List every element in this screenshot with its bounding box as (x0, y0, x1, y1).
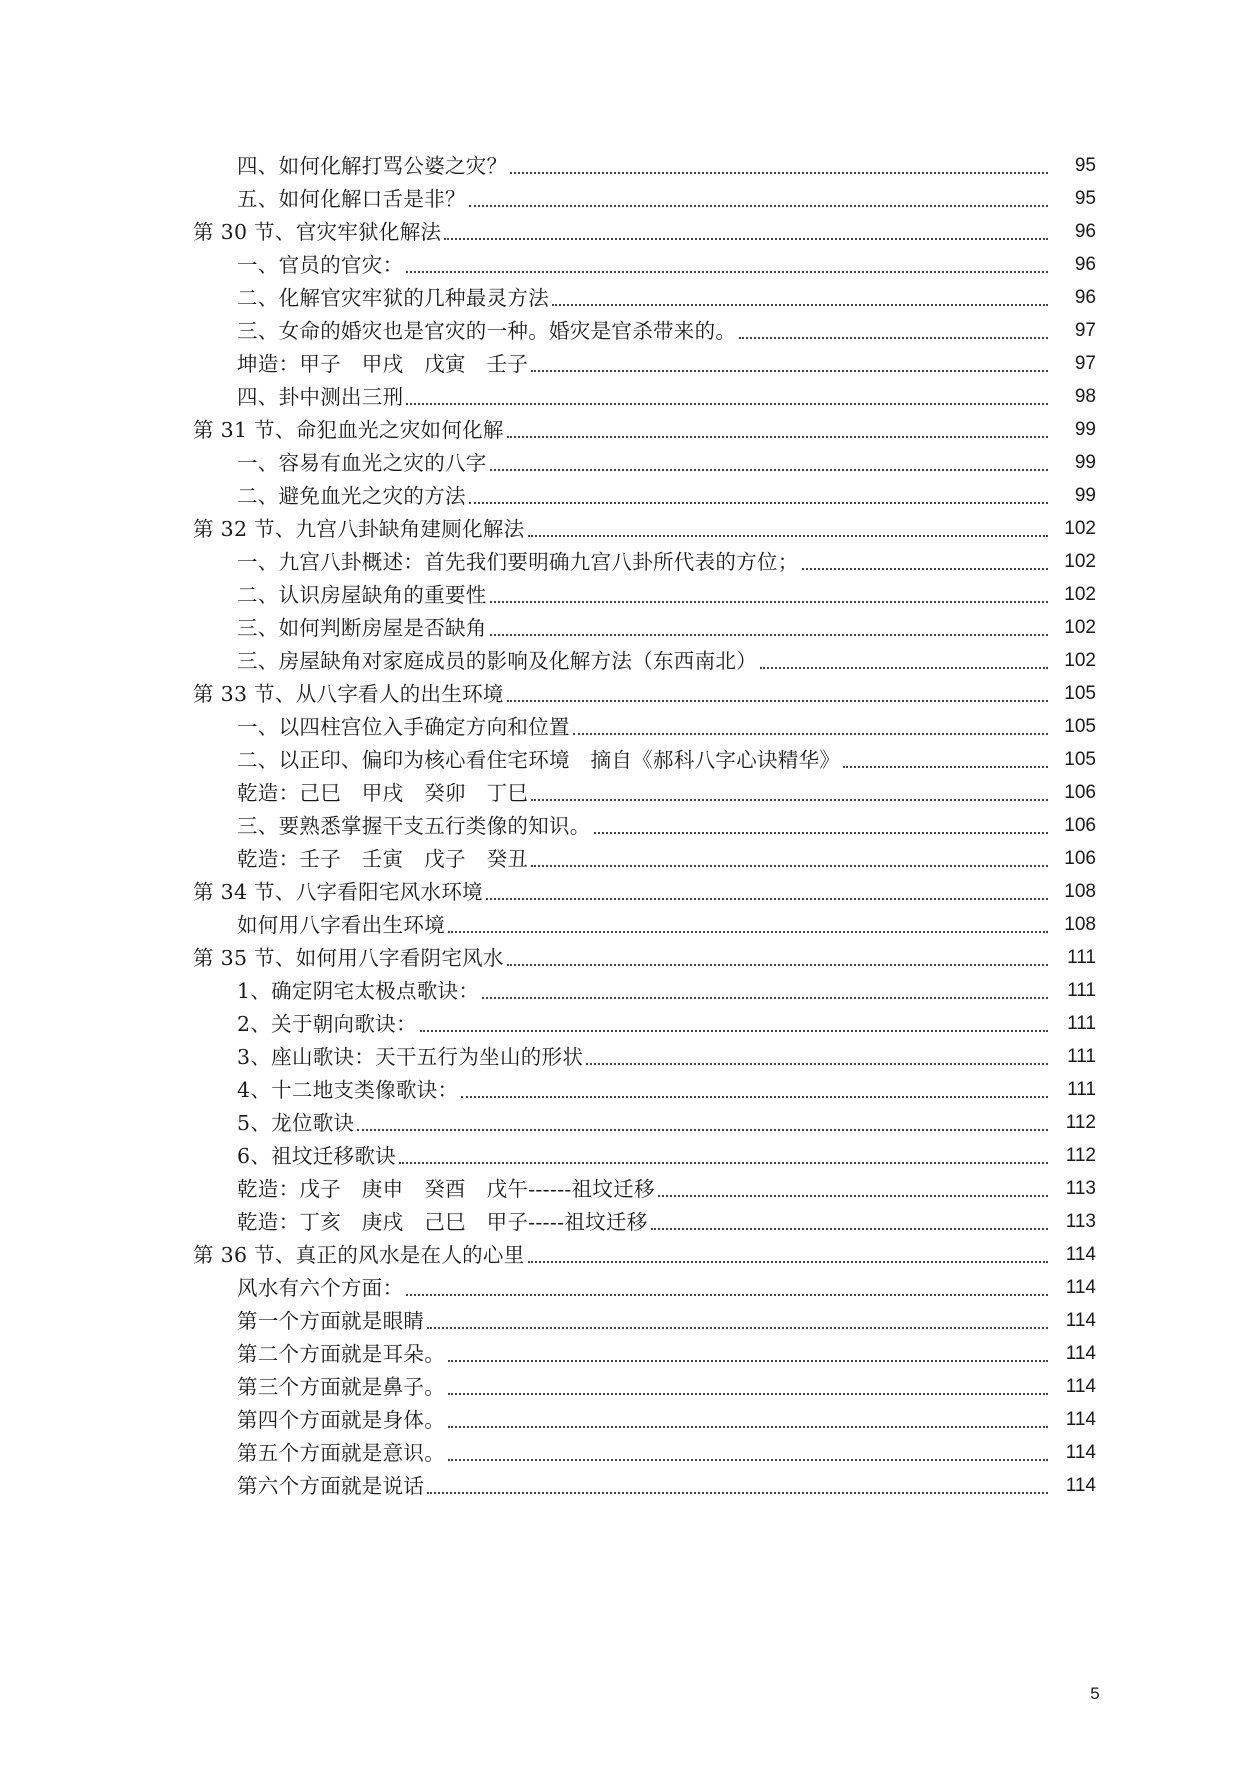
toc-entry-title: 3、座山歌诀：天干五行为坐山的形状 (237, 1045, 584, 1069)
toc-entry-title: 一、以四柱宫位入手确定方向和位置 (237, 715, 570, 739)
toc-leader-dots (448, 1426, 1048, 1428)
toc-leader-dots (510, 172, 1048, 174)
toc-entry-title: 一、官员的官灾： (237, 253, 404, 277)
toc-leader-dots (843, 766, 1048, 768)
toc-leader-wrap (403, 384, 1048, 410)
toc-entry-page: 106 (1064, 848, 1096, 869)
toc-leader-wrap (648, 1209, 1048, 1235)
toc-entry-page: 96 (1074, 254, 1096, 275)
toc-leader-wrap (583, 1044, 1048, 1070)
toc-entry[interactable] (0, 245, 1258, 278)
toc-leader-wrap (487, 615, 1048, 641)
toc-leader-wrap (525, 516, 1048, 542)
toc-entry-title: 坤造：甲子 甲戌 戊寅 壬子 (237, 352, 529, 376)
toc-leader-dots (802, 568, 1048, 570)
toc-entry-title: 二、避免血光之灾的方法 (237, 484, 466, 508)
toc-entry-title: 1、确定阴宅太极点歌诀： (237, 979, 480, 1003)
toc-entry-page: 114 (1065, 1277, 1096, 1298)
toc-leader-wrap (528, 351, 1048, 377)
toc-leader-dots (552, 304, 1048, 306)
toc-leader-wrap (396, 1143, 1048, 1169)
toc-entry-page: 99 (1074, 452, 1096, 473)
toc-entry-page: 114 (1065, 1343, 1096, 1364)
toc-entry-page: 99 (1074, 419, 1096, 440)
toc-entry[interactable] (0, 1169, 1258, 1202)
toc-leader-dots (399, 1162, 1048, 1164)
toc-entry-title: 第 33 节、从八字看人的出生环境 (193, 682, 504, 706)
toc-entry-title: 6、祖坟迁移歌诀 (237, 1144, 396, 1168)
toc-entry-title: 四、如何化解打骂公婆之灾？ (237, 154, 508, 178)
toc-entry[interactable] (0, 806, 1258, 839)
toc-entry-page: 97 (1074, 353, 1096, 374)
toc-leader-dots (490, 634, 1048, 636)
toc-leader-dots (528, 535, 1048, 537)
toc-leader-dots (531, 799, 1048, 801)
toc-leader-wrap (466, 186, 1048, 212)
toc-leader-wrap (570, 714, 1048, 740)
toc-leader-dots (658, 1195, 1048, 1197)
toc-entry-page: 112 (1065, 1145, 1096, 1166)
toc-entry-page: 111 (1067, 980, 1096, 1001)
toc-leader-dots (507, 436, 1048, 438)
toc-leader-wrap (441, 219, 1048, 245)
toc-entry-title: 二、化解官灾牢狱的几种最灵方法 (237, 286, 549, 310)
toc-entry[interactable] (0, 938, 1258, 971)
toc-leader-dots (357, 1129, 1048, 1131)
toc-leader-wrap (403, 1275, 1048, 1301)
toc-entry-title: 第二个方面就是耳朵。 (237, 1342, 445, 1366)
toc-entry-title: 第 30 节、官灾牢狱化解法 (193, 220, 442, 244)
toc-entry-title: 第 36 节、真正的风水是在人的心里 (193, 1243, 525, 1267)
toc-entry-title: 第六个方面就是说话 (237, 1474, 425, 1498)
toc-entry[interactable] (0, 1070, 1258, 1103)
toc-leader-dots (448, 1360, 1048, 1362)
toc-leader-wrap (487, 582, 1048, 608)
toc-leader-wrap (424, 1473, 1048, 1499)
toc-leader-dots (420, 1030, 1048, 1032)
toc-entry-title: 乾造：丁亥 庚戌 己巳 甲子-----祖坟迁移 (237, 1210, 648, 1234)
toc-entry-title: 二、认识房屋缺角的重要性 (237, 583, 487, 607)
toc-entry-page: 102 (1064, 617, 1096, 638)
toc-leader-dots (594, 832, 1048, 834)
toc-entry[interactable] (0, 542, 1258, 575)
toc-leader-wrap (507, 153, 1048, 179)
toc-entry[interactable] (0, 839, 1258, 872)
toc-entry[interactable] (0, 1301, 1258, 1334)
toc-entry-page: 112 (1065, 1112, 1096, 1133)
toc-entry[interactable] (0, 641, 1258, 674)
toc-leader-wrap (757, 648, 1048, 674)
toc-leader-dots (448, 931, 1048, 933)
toc-entry[interactable] (0, 509, 1258, 542)
toc-entry[interactable] (0, 674, 1258, 707)
toc-leader-dots (760, 667, 1048, 669)
toc-entry-page: 114 (1065, 1475, 1096, 1496)
toc-entry[interactable] (0, 146, 1258, 179)
toc-entry-title: 乾造：己巳 甲戌 癸卯 丁巳 (237, 781, 529, 805)
toc-entry-page: 111 (1067, 1079, 1096, 1100)
toc-leader-wrap (403, 252, 1048, 278)
toc-leader-dots (739, 337, 1048, 339)
toc-entry-title: 四、卦中测出三刑 (237, 385, 404, 409)
toc-entry-title: 第四个方面就是身体。 (237, 1408, 445, 1432)
toc-entry[interactable] (0, 608, 1258, 641)
toc-leader-dots (406, 271, 1048, 273)
toc-entry[interactable] (0, 575, 1258, 608)
toc-leader-dots (507, 700, 1048, 702)
toc-entry-title: 第 32 节、九宫八卦缺角建厕化解法 (193, 517, 525, 541)
toc-leader-wrap (591, 813, 1048, 839)
toc-entry-title: 2、关于朝向歌诀： (237, 1012, 417, 1036)
toc-entry-title: 三、女命的婚灾也是官灾的一种。婚灾是官杀带来的。 (237, 319, 737, 343)
toc-entry[interactable] (0, 707, 1258, 740)
toc-entry-title: 乾造：壬子 壬寅 戊子 癸丑 (237, 847, 529, 871)
toc-entry-page: 99 (1074, 485, 1096, 506)
toc-entry[interactable] (0, 905, 1258, 938)
toc-entry[interactable] (0, 1268, 1258, 1301)
toc-entry-page: 95 (1074, 188, 1096, 209)
page-number: 5 (1090, 1684, 1100, 1703)
toc-entry-title: 一、容易有血光之灾的八字 (237, 451, 487, 475)
toc-leader-dots (531, 370, 1048, 372)
toc-entry-title: 第 31 节、命犯血光之灾如何化解 (193, 418, 504, 442)
toc-leader-dots (427, 1492, 1048, 1494)
toc-leader-wrap (483, 879, 1048, 905)
toc-entry[interactable] (0, 179, 1258, 212)
toc-entry-page: 102 (1064, 551, 1096, 572)
toc-leader-wrap (417, 1011, 1048, 1037)
toc-leader-wrap (445, 1374, 1048, 1400)
toc-entry-title: 第五个方面就是意识。 (237, 1441, 445, 1465)
toc-leader-dots (490, 601, 1048, 603)
toc-leader-wrap (528, 846, 1048, 872)
toc-entry[interactable] (0, 410, 1258, 443)
toc-leader-wrap (354, 1110, 1048, 1136)
toc-entry[interactable] (0, 1400, 1258, 1433)
toc-entry-title: 三、房屋缺角对家庭成员的影响及化解方法（东西南北） (237, 649, 757, 673)
toc-entry[interactable] (0, 212, 1258, 245)
toc-entry-page: 113 (1065, 1178, 1096, 1199)
toc-entry[interactable] (0, 1235, 1258, 1268)
toc-leader-dots (482, 997, 1048, 999)
toc-entry[interactable] (0, 1334, 1258, 1367)
toc-leader-wrap (466, 483, 1048, 509)
toc-entry-page: 105 (1064, 683, 1096, 704)
toc-entry[interactable] (0, 1433, 1258, 1466)
toc-entry-title: 第 35 节、如何用八字看阴宅风水 (193, 946, 504, 970)
toc-entry-page: 114 (1065, 1244, 1096, 1265)
toc-entry-page: 111 (1067, 1046, 1096, 1067)
toc-entry-page: 102 (1064, 518, 1096, 539)
toc-entry[interactable] (0, 1136, 1258, 1169)
toc-leader-dots (427, 1327, 1048, 1329)
toc-entry-title: 风水有六个方面： (237, 1276, 404, 1300)
toc-entry-page: 102 (1064, 584, 1096, 605)
toc-leader-dots (573, 733, 1048, 735)
toc-leader-wrap (504, 417, 1048, 443)
toc-entry-page: 114 (1065, 1310, 1096, 1331)
toc-leader-dots (528, 1261, 1048, 1263)
toc-leader-wrap (445, 912, 1048, 938)
toc-entry-page: 96 (1074, 287, 1096, 308)
toc-entry[interactable] (0, 1367, 1258, 1400)
toc-leader-wrap (445, 1407, 1048, 1433)
toc-leader-dots (444, 238, 1048, 240)
toc-entry-title: 4、十二地支类像歌诀： (237, 1078, 459, 1102)
toc-entry-page: 113 (1065, 1211, 1096, 1232)
toc-leader-wrap (528, 780, 1048, 806)
toc-entry-page: 102 (1064, 650, 1096, 671)
toc-entry[interactable] (0, 278, 1258, 311)
toc-entry-title: 如何用八字看出生环境 (237, 913, 445, 937)
toc-leader-dots (448, 1459, 1048, 1461)
toc-entry-page: 97 (1074, 320, 1096, 341)
toc-leader-dots (406, 403, 1048, 405)
toc-entry-page: 114 (1065, 1376, 1096, 1397)
toc-entry[interactable] (0, 1202, 1258, 1235)
toc-entry-page: 105 (1064, 716, 1096, 737)
toc-leader-wrap (549, 285, 1048, 311)
toc-entry[interactable] (0, 971, 1258, 1004)
toc-leader-wrap (487, 450, 1048, 476)
toc-entry-title: 一、九宫八卦概述：首先我们要明确九宫八卦所代表的方位； (237, 550, 799, 574)
toc-leader-dots (469, 502, 1048, 504)
toc-entry-title: 第一个方面就是眼睛 (237, 1309, 425, 1333)
toc-leader-wrap (445, 1341, 1048, 1367)
toc-entry-page: 96 (1074, 221, 1096, 242)
toc-entry[interactable] (0, 1037, 1258, 1070)
toc-leader-wrap (458, 1077, 1048, 1103)
toc-entry[interactable] (0, 344, 1258, 377)
toc-leader-wrap (736, 318, 1048, 344)
toc-entry-page: 114 (1065, 1442, 1096, 1463)
toc-entry-title: 三、如何判断房屋是否缺角 (237, 616, 487, 640)
toc-leader-wrap (424, 1308, 1048, 1334)
toc-leader-dots (586, 1063, 1048, 1065)
toc-entry[interactable] (0, 1004, 1258, 1037)
toc-entry[interactable] (0, 1103, 1258, 1136)
toc-leader-wrap (504, 945, 1048, 971)
toc-entry-title: 5、龙位歌诀 (237, 1111, 355, 1135)
toc-leader-dots (531, 865, 1048, 867)
toc-entry[interactable] (0, 773, 1258, 806)
toc-entry-page: 106 (1064, 782, 1096, 803)
toc-entry-page: 98 (1074, 386, 1096, 407)
toc-leader-dots (486, 898, 1048, 900)
toc-entry[interactable] (0, 377, 1258, 410)
toc-leader-dots (406, 1294, 1048, 1296)
toc-entry-title: 第 34 节、八字看阳宅风水环境 (193, 880, 483, 904)
toc-entry-page: 108 (1064, 914, 1096, 935)
toc-leader-wrap (504, 681, 1048, 707)
toc-entry-page: 114 (1065, 1409, 1096, 1430)
toc-entry-page: 106 (1064, 815, 1096, 836)
toc-leader-wrap (840, 747, 1048, 773)
toc-entry-page: 108 (1064, 881, 1096, 902)
table-of-contents (0, 146, 1258, 1499)
toc-leader-wrap (479, 978, 1048, 1004)
toc-entry[interactable] (0, 443, 1258, 476)
toc-leader-dots (651, 1228, 1048, 1230)
toc-entry-title: 乾造：戊子 庚申 癸酉 戊午------祖坟迁移 (237, 1177, 655, 1201)
toc-entry[interactable] (0, 311, 1258, 344)
toc-leader-dots (490, 469, 1048, 471)
toc-entry-title: 二、以正印、偏印为核心看住宅环境 摘自《郝科八字心诀精华》 (237, 748, 841, 772)
toc-entry-title: 五、如何化解口舌是非？ (237, 187, 466, 211)
toc-entry[interactable] (0, 872, 1258, 905)
toc-entry[interactable] (0, 740, 1258, 773)
toc-entry-page: 95 (1074, 155, 1096, 176)
toc-entry-page: 111 (1067, 1013, 1096, 1034)
toc-leader-wrap (445, 1440, 1048, 1466)
toc-leader-dots (448, 1393, 1048, 1395)
toc-entry-page: 105 (1064, 749, 1096, 770)
toc-leader-dots (469, 205, 1048, 207)
toc-entry-title: 第三个方面就是鼻子。 (237, 1375, 445, 1399)
toc-leader-wrap (525, 1242, 1048, 1268)
toc-entry[interactable] (0, 476, 1258, 509)
toc-leader-wrap (655, 1176, 1048, 1202)
toc-entry-title: 三、要熟悉掌握干支五行类像的知识。 (237, 814, 591, 838)
toc-entry-page: 111 (1067, 947, 1096, 968)
toc-leader-dots (507, 964, 1048, 966)
toc-entry[interactable] (0, 1466, 1258, 1499)
toc-leader-dots (461, 1096, 1048, 1098)
toc-leader-wrap (799, 549, 1048, 575)
